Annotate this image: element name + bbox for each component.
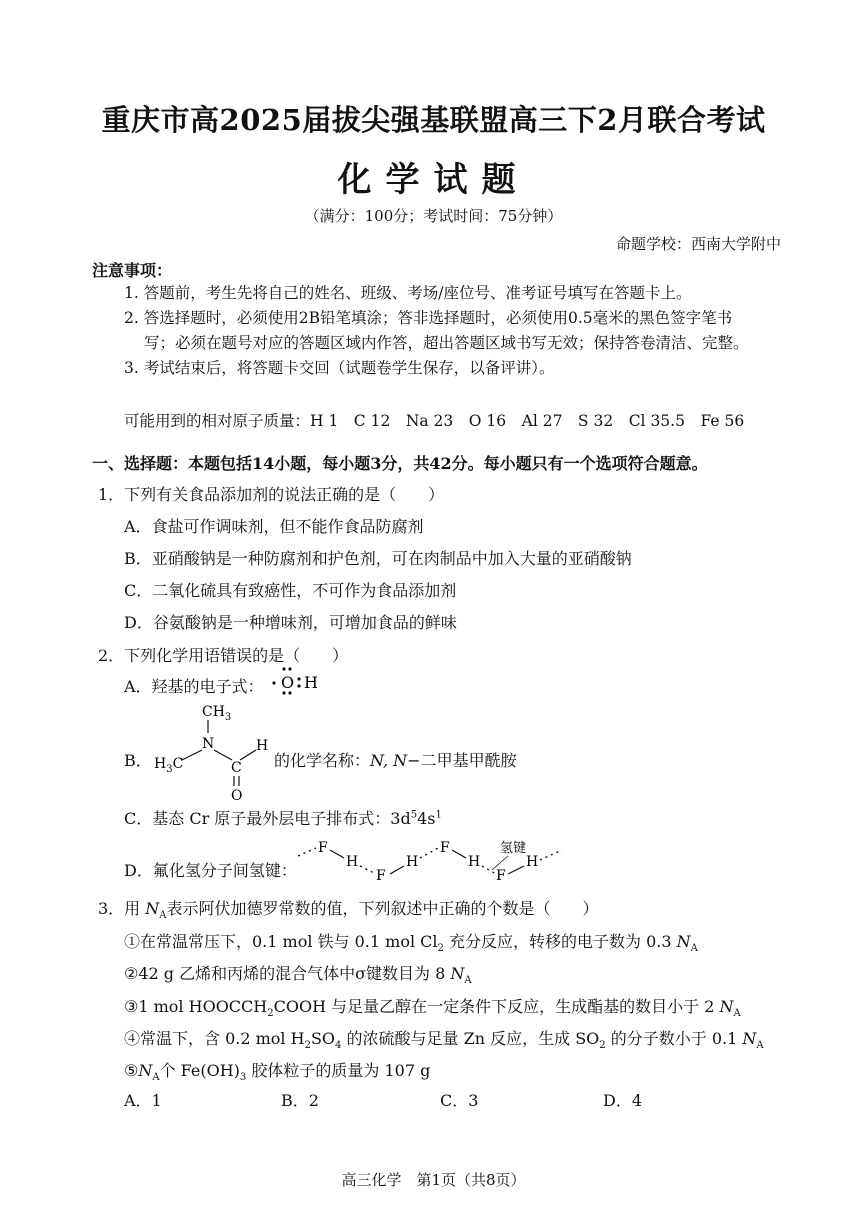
q1-option-b: B．亚硝酸钠是一种防腐剂和护色剂，可在肉制品中加入大量的亚硝酸钠 [124,549,632,568]
dmf-ch3-top: $CH_3$ [202,704,232,723]
hbond-label: 氢键 [500,841,527,856]
q3-option-d: D．4 [603,1091,643,1110]
dmf-n-atom: N [202,736,215,752]
q2-option-b-label: B． [124,751,152,770]
q3-stem: 3．用 $N_A$表示阿伏加德罗常数的值，下列叙述中正确的个数是（ ） [98,899,599,922]
dmf-h3c: $H_3C$ [154,756,184,775]
hydroxyl-electron-formula [268,664,328,696]
q1-option-d: D．谷氨酸钠是一种增味剂，可增加食品的鲜味 [124,613,457,632]
atomic-masses: 可能用到的相对原子质量：H 1 C 12 Na 23 O 16 Al 27 S 32 Cl 35.5 Fe 56 [124,412,745,430]
hydroxyl-o-atom: O [281,673,295,692]
notice-item-3: 3. 考试结束后，将答题卡交回（试题卷学生保存，以备评讲）。 [124,359,555,377]
hf-f-2: F [376,868,386,884]
q3-option-a: A．1 [124,1091,162,1110]
dmf-structure [150,698,275,806]
hf-f-4: F [496,868,506,884]
q3-statement-5: $⑤N_A$个 $Fe(OH)_3$ 胶体粒子的质量为 107 g [124,1061,431,1084]
hydroxyl-h-atom: H [304,673,318,692]
hf-h-1: H [346,854,359,870]
q3-statement-3: ③1 mol $HOOCCH_2COOH$ 与足量乙醇在一定条件下反应，生成酯基的数目小于 2 $N_A$ [124,997,741,1020]
hf-h-4: H [526,854,539,870]
exam-meta: （满分：100分；考试时间：75分钟） [304,207,563,225]
q1-option-a: A．食盐可作调味剂，但不能作食品防腐剂 [124,517,424,536]
notice-item-2-cont: 写；必须在题号对应的答题区域内作答，超出答题区域书写无效；保持答卷清洁、完整。 [144,334,749,352]
q2-stem: 2．下列化学用语错误的是（ ） [98,646,349,665]
q1-option-c: C．二氧化硫具有致癌性，不可作为食品添加剂 [124,581,457,600]
hf-f-3: F [440,840,450,856]
notice-item-1: 1. 答题前，考生先将自己的姓名、班级、考场/座位号、准考证号填写在答题卡上。 [124,284,692,302]
hf-h-3: H [468,854,481,870]
q3-option-c: C．3 [440,1091,479,1110]
q3-statement-4: ④常温下，含 0.2 mol $H_2SO_4$ 的浓硫酸与足量 Zn 反应，生成 $SO_2$ 的分子数小于 0.1 $N_A$ [124,1029,764,1052]
q2-option-d-label: D．氟化氢分子间氢键： [124,861,297,880]
subject-title: 化学试题 [337,160,530,200]
q3-statement-2: ②42 g 乙烯和丙烯的混合气体中σ键数目为 8 $N_A$ [124,964,472,987]
section-heading: 一、选择题：本题包括14小题，每小题3分，共42分。每小题只有一个选项符合题意。 [92,454,708,473]
notice-item-2: 2. 答选择题时，必须使用2B铅笔填涂；答非选择题时，必须使用0.5毫米的黑色签字笔书 [124,309,733,327]
q3-option-b: B．2 [281,1091,319,1110]
dmf-h-atom: H [256,738,269,754]
exam-title: 重庆市高2025届拔尖强基联盟高三下2月联合考试 [101,103,766,137]
notice-heading: 注意事项： [92,261,173,280]
q2-option-b-text: 的化学名称：N, N−二甲基甲酰胺 [274,751,517,770]
page-footer: 高三化学 第1页（共8页） [341,1171,526,1189]
dmf-o-atom: O [231,788,243,804]
hf-h-2: H [406,854,419,870]
hf-hydrogen-bond-diagram [296,834,576,886]
q2-option-c: C．基态 Cr 原子最外层电子排布式：$3d^54s^1$ [124,809,442,828]
hf-f-1: F [318,840,328,856]
q1-stem: 1．下列有关食品添加剂的说法正确的是（ ） [98,485,445,504]
dmf-c-atom: C [231,760,242,776]
setter-school: 命题学校：西南大学附中 [615,235,781,253]
q3-statement-1: ①在常温常压下，0.1 mol 铁与 0.1 mol $Cl_2$ 充分反应，转移的电子数为 0.3 $N_A$ [124,932,698,955]
q2-option-a-label: A．羟基的电子式： [124,677,264,696]
